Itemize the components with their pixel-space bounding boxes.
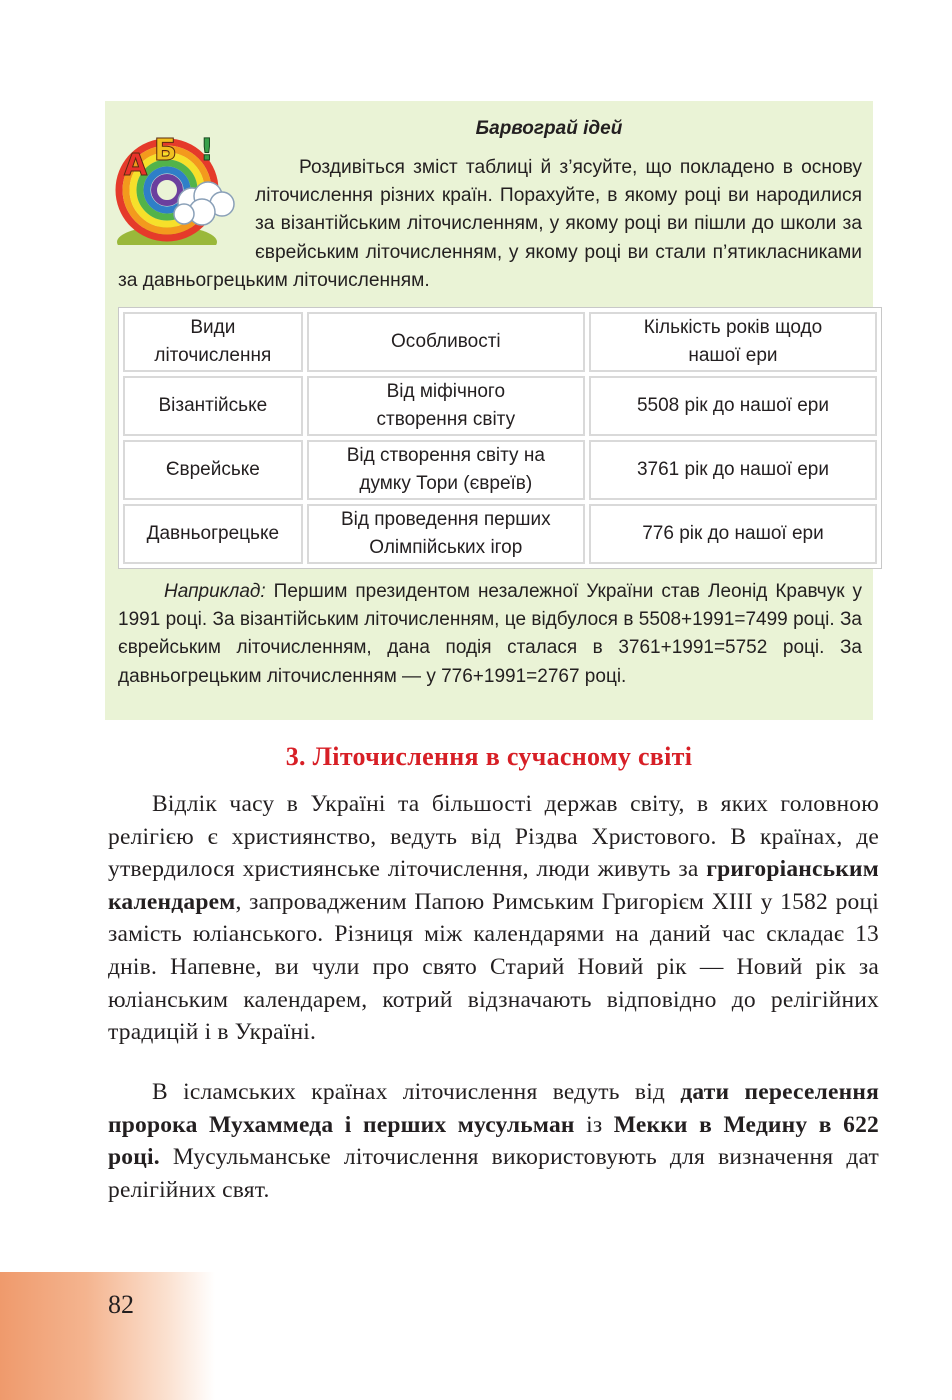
table-header-row — [123, 312, 877, 372]
table-cell: 3761 рік до нашої ери — [589, 440, 877, 500]
svg-text:А: А — [124, 148, 148, 183]
calendar-table — [118, 307, 882, 569]
bold-term: григоріанським календарем — [108, 856, 879, 915]
table-row — [123, 440, 877, 500]
page-number: 82 — [108, 1290, 134, 1319]
table-header-cell: Особливості — [307, 312, 585, 372]
activity-intro-text: Роздивіться зміст таблиці й з’ясуйте, що покладено в основу літочислення різних країн. Порахуйте, в якому році ви народилися за візантійським літочисленням, у якому році ви пішли до школи за єврейським літочисленням, у якому році ви стали п’ятикласниками за давньогрецьким літочисленням. — [118, 157, 862, 291]
table-header-cell: Кількість років щодо нашої ери — [589, 312, 877, 372]
svg-text:Б: Б — [154, 133, 177, 168]
example-text: Першим президентом незалежної України став Леонід Кравчук у 1991 році. За візантійським літочисленням, це відбулося в 5508+1991=7499 році. За єврейським літочисленням, дана подія сталася в 3761+1991=5752 році. За давньогрецьким літочисленням — у 776+1991=2767 році. — [118, 581, 862, 687]
svg-text:!: ! — [200, 133, 214, 168]
paragraph-text: Відлік часу в Україні та більшості держав світу, в яких головною релігією є християнство, ведуть від Різдва Христового. В країнах, де утвердилося християнське літочислення, люди живуть за — [108, 791, 879, 883]
activity-title: Барвограй ідей — [475, 118, 623, 139]
paragraph-text: В ісламських країнах літочислення ведуть від — [152, 1079, 681, 1105]
table-cell: Від міфічного створення світу — [307, 376, 585, 436]
bold-term: дати переселення пророка Мухаммеда і перших мусульман — [108, 1079, 879, 1138]
table-row — [123, 376, 877, 436]
table-cell: 5508 рік до нашої ери — [589, 376, 877, 436]
paragraph-text: Мусульманське літочислення використовують для визначення дат релігійних свят. — [108, 1144, 879, 1203]
table-cell: 776 рік до нашої ери — [589, 504, 877, 564]
paragraph-text: із — [574, 1111, 614, 1138]
example-paragraph — [118, 578, 862, 691]
table-cell: Від створення світу на думку Тори (євреїв) — [307, 440, 585, 500]
table-row — [123, 504, 877, 564]
section-heading: 3. Літочислення в сучасному світі — [285, 742, 693, 771]
example-label: Наприклад: — [164, 581, 266, 602]
table-cell: Від проведення перших Олімпійських ігор — [307, 504, 585, 564]
table-cell: Єврейське — [123, 440, 303, 500]
body-paragraph — [108, 788, 879, 1049]
table-cell: Давньогрецьке — [123, 504, 303, 564]
bold-term: Мекки в Медину в 622 році. — [108, 1111, 879, 1171]
paragraph-text: , запровадженим Папою Римським Григорієм XIII у 1582 році замість юліанського. Різниця між календарями на даний час складає 13 днів. Напевне, ви чули про свято Старий Новий рік — Новий рік за юліанським календарем, котрий відзначають відповідно до релігійних традицій і в Україні. — [108, 888, 879, 1046]
table-header-cell: Види літочислення — [123, 312, 303, 372]
activity-intro — [118, 154, 862, 295]
table-cell: Візантійське — [123, 376, 303, 436]
body-paragraph — [108, 1076, 879, 1206]
